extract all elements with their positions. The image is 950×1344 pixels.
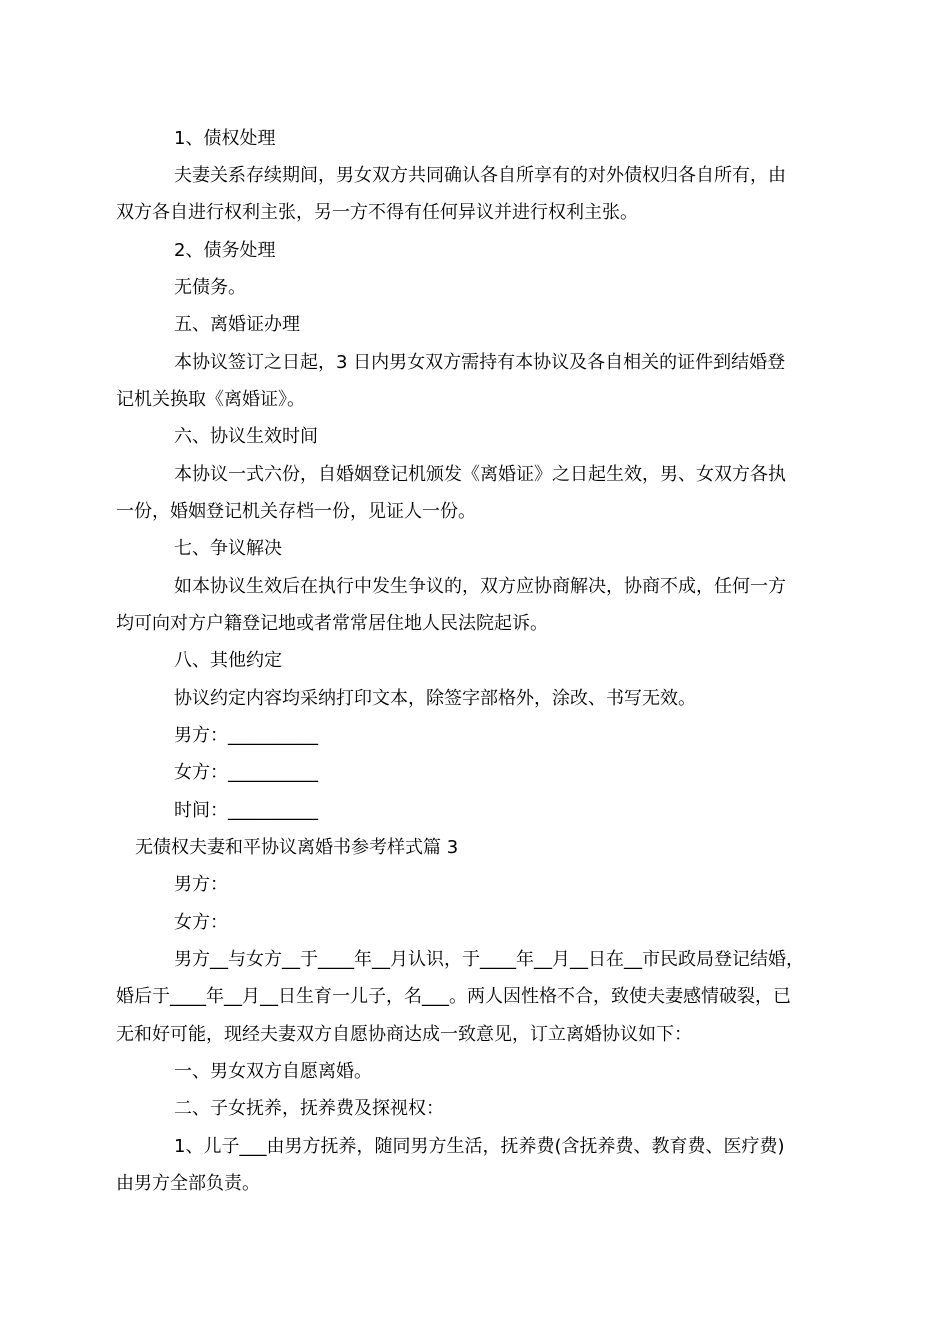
paragraph-line: 记机关换取《离婚证》。 <box>116 389 305 410</box>
section-heading-dispute: 七、争议解决 <box>174 538 282 559</box>
paragraph-line: 双方各自进行权利主张，另一方不得有任何异议并进行权利主张。 <box>116 202 638 223</box>
paragraph-line: 无和好可能，现经夫妻双方自愿协商达成一致意见，订立离婚协议如下： <box>116 1024 692 1045</box>
article-title: 无债权夫妻和平协议离婚书参考样式篇 3 <box>135 837 459 858</box>
paragraph-line: 无债务。 <box>174 277 246 298</box>
section-heading-debt-rights: 1、债权处理 <box>174 128 276 149</box>
party-male: 男方： <box>174 874 228 895</box>
section-heading-other: 八、其他约定 <box>174 650 282 671</box>
paragraph-line: 夫妻关系存续期间，男女双方共同确认各自所享有的对外债权归各自所有，由 <box>174 165 786 186</box>
paragraph-line: 一份，婚姻登记机关存档一份，见证人一份。 <box>116 501 476 522</box>
signature-line-female: 女方：__________ <box>174 762 318 783</box>
clause-line: 一、男女双方自愿离婚。 <box>174 1061 372 1082</box>
paragraph-line: 男方__与女方__于____年__月认识，于____年__月__日在__市民政局登记结婚， <box>174 949 804 970</box>
signature-line-male: 男方：__________ <box>174 725 318 746</box>
section-heading-debts: 2、债务处理 <box>174 240 276 261</box>
paragraph-line: 婚后于____年__月__日生育一儿子，名___。两人因性格不合，致使夫妻感情破裂，已 <box>116 986 791 1007</box>
paragraph-line: 由男方全部负责。 <box>116 1173 260 1194</box>
party-female: 女方： <box>174 912 228 933</box>
clause-line: 二、子女抚养，抚养费及探视权： <box>174 1098 444 1119</box>
paragraph-line: 均可向对方户籍登记地或者常常居住地人民法院起诉。 <box>116 613 548 634</box>
paragraph-line: 本协议一式六份，自婚姻登记机颁发《离婚证》之日起生效，男、女双方各执 <box>174 464 786 485</box>
paragraph-line: 如本协议生效后在执行中发生争议的，双方应协商解决，协商不成，任何一方 <box>174 576 786 597</box>
paragraph-line: 1、儿子___由男方抚养，随同男方生活，抚养费(含抚养费、教育费、医疗费) <box>174 1136 785 1157</box>
signature-line-date: 时间：__________ <box>174 800 318 821</box>
paragraph-line: 本协议签订之日起，3 日内男女双方需持有本协议及各自相关的证件到结婚登 <box>174 352 786 373</box>
section-heading-divorce-certificate: 五、离婚证办理 <box>174 314 300 335</box>
paragraph-line: 协议约定内容均采纳打印文本，除签字部格外，涂改、书写无效。 <box>174 688 696 709</box>
section-heading-effective-time: 六、协议生效时间 <box>174 426 318 447</box>
